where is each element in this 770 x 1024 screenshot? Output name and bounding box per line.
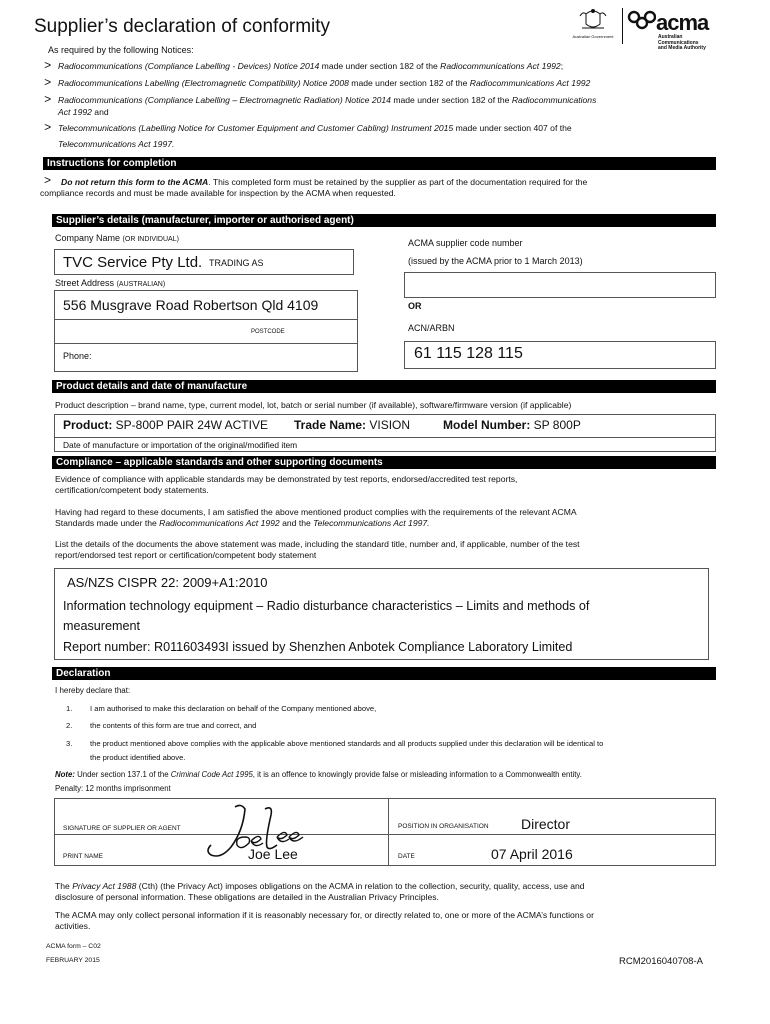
declaration-note: Note: Under section 137.1 of the Criminal Code Act 1995, it is an offence to knowingly provide false or misleading information to a Commonwealth entity. <box>55 770 582 779</box>
declaration-intro: I hereby declare that: <box>55 686 131 695</box>
privacy-para-1: The Privacy Act 1988 (Cth) (the Privacy Act) imposes obligations on the ACMA in relation to the collection, security, quality, access, use and disclosure of personal information. These obligations are detailed in the Australian Privacy Principles. <box>55 881 585 902</box>
section-supplier-header: Supplier’s details (manufacturer, importer or authorised agent) <box>52 214 716 227</box>
intro-text: As required by the following Notices: <box>48 45 194 55</box>
footer-date: FEBRUARY 2015 <box>46 957 100 964</box>
standards-field[interactable]: AS/NZS CISPR 22: 2009+A1:2010 Information technology equipment – Radio disturbance characteristics – Limits and methods of measurement Report number: R011603493I issued by Shenzhen Anbotek Compliance Laboratory Limited <box>54 568 709 660</box>
footer-form-id: ACMA form – C02 <box>46 943 101 950</box>
acma-code-label: ACMA supplier code number <box>408 238 523 248</box>
logo-divider <box>622 8 623 44</box>
header-logos <box>570 8 735 56</box>
section-declaration-header: Declaration <box>52 667 716 680</box>
acma-subtitle: Australian Communications and Media Authority <box>658 34 706 51</box>
signature-block <box>54 798 716 866</box>
declaration-item-3: 3. the product mentioned above complies with the applicable above mentioned standards and all products supplied under this declaration will be identical to the product identified above. <box>66 739 604 762</box>
handwritten-signature-icon <box>201 801 311 873</box>
print-name-label: PRINT NAME <box>63 853 103 860</box>
date-value[interactable]: 07 April 2016 <box>491 846 573 862</box>
position-label: POSITION IN ORGANISATION <box>398 823 489 830</box>
compliance-para-2: Having had regard to these documents, I am satisfied the above mentioned product complies with the requirements of the relevant ACMA Standards made under the Radiocommunications Act 1992 and the Telecommunications Act 1997. <box>55 507 577 528</box>
coat-of-arms-icon <box>570 8 616 34</box>
declaration-item-1: 1. I am authorised to make this declaration on behalf of the Company mentioned above, <box>66 704 377 713</box>
date-label: DATE <box>398 853 415 860</box>
acma-code-sublabel: (issued by the ACMA prior to 1 March 2013) <box>408 256 583 266</box>
footer-reference: RCM2016040708-A <box>619 956 703 967</box>
signature-label: SIGNATURE OF SUPPLIER OR AGENT <box>63 825 181 832</box>
privacy-para-2: The ACMA may only collect personal information if it is reasonably necessary for, or directly related to, one or more of the ACMA’s functions or activities. <box>55 910 594 931</box>
section-compliance-header: Compliance – applicable standards and other supporting documents <box>52 456 716 469</box>
street-address-field[interactable]: 556 Musgrave Road Robertson Qld 4109 POSTCODE Phone: <box>54 290 358 372</box>
acn-label: ACN/ARBN <box>408 323 455 333</box>
acma-wordmark: acma <box>656 10 709 35</box>
page-title: Supplier’s declaration of conformity <box>34 16 331 37</box>
section-instructions-header: Instructions for completion <box>43 157 716 170</box>
product-description-label: Product description – brand name, type, current model, lot, batch or serial number (if available), software/firmware version (if applicable) <box>55 400 572 410</box>
position-value[interactable]: Director <box>521 816 571 832</box>
product-description-field[interactable]: Product: SP-800P PAIR 24W ACTIVE Trade Name: VISION Model Number: SP 800P Date of manufacture or importation of the original/modified item <box>54 414 716 452</box>
or-label: OR <box>408 301 422 311</box>
print-name-value[interactable]: Joe Lee <box>248 846 298 862</box>
acn-field[interactable]: 61 115 128 115 <box>404 341 716 369</box>
company-name-label: Company Name (OR INDIVIDUAL) <box>55 233 179 243</box>
company-name-field[interactable]: TVC Service Pty Ltd. TRADING AS <box>54 249 354 275</box>
gov-label: Australian Government <box>572 34 614 39</box>
section-product-header: Product details and date of manufacture <box>52 380 716 393</box>
acma-code-field[interactable] <box>404 272 716 298</box>
declaration-item-2: 2. the contents of this form are true and correct, and <box>66 721 257 730</box>
street-address-label: Street Address (AUSTRALIAN) <box>55 278 166 288</box>
compliance-para-1: Evidence of compliance with applicable standards may be demonstrated by test reports, endorsed/accredited test reports, certification/competent body statements. <box>55 474 518 495</box>
compliance-para-3: List the details of the documents the above statement was made, including the standard title, number and, if applicable, number of the test report/endorsed test report or certification/competent body statement <box>55 539 580 560</box>
acma-logo-icon <box>626 10 656 32</box>
penalty-text: Penalty: 12 months imprisonment <box>55 784 171 793</box>
